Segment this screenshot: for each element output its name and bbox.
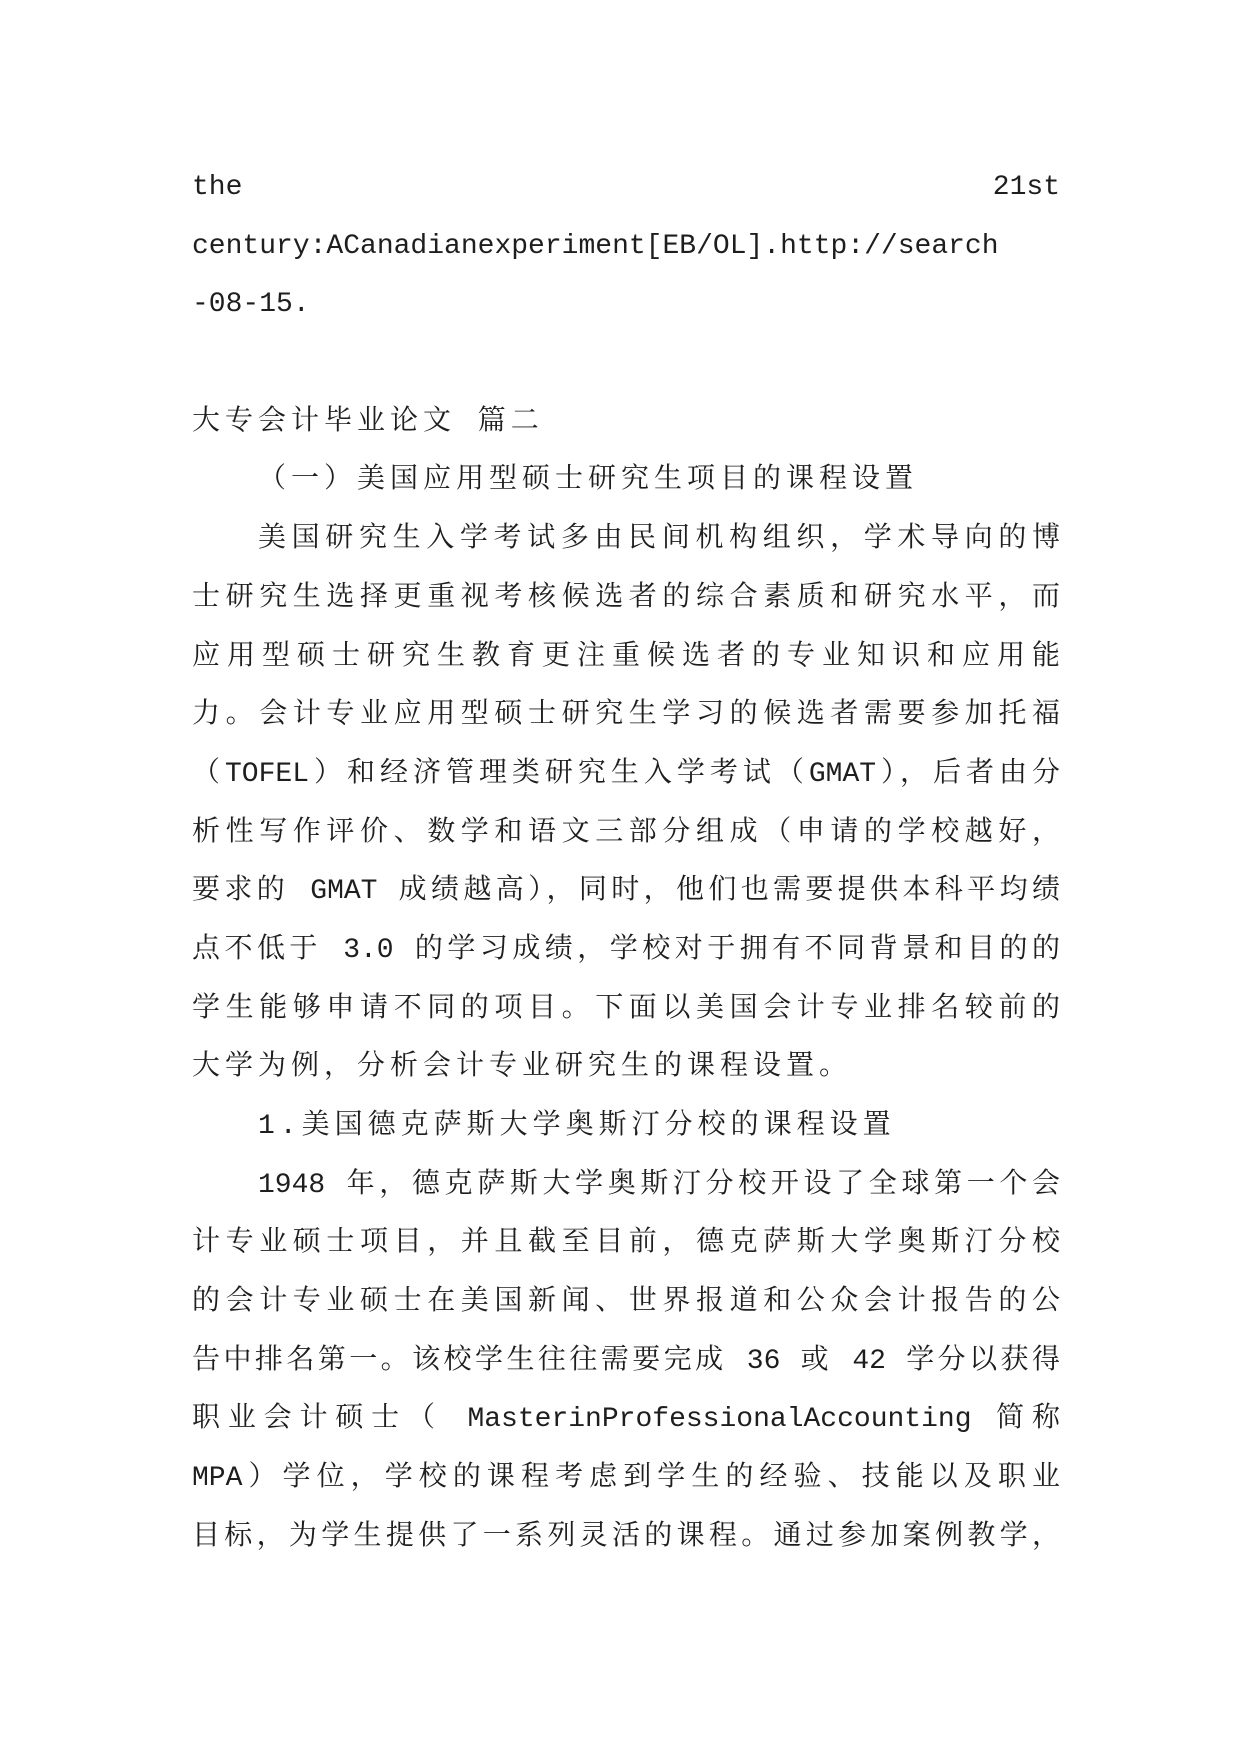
paragraph-line: 美国研究生入学考试多由民间机构组织，学术导向的博 — [258, 524, 1060, 556]
paragraph-line: 应用型硕士研究生教育更注重候选者的专业知识和应用能 — [192, 641, 1060, 673]
paragraph-line: 大学为例，分析会计专业研究生的课程设置。 — [192, 1052, 853, 1084]
paragraph-line: 目标，为学生提供了一系列灵活的课程。通过参加案例教学， — [192, 1521, 1060, 1553]
section-heading: 大专会计毕业论文 篇二 — [192, 406, 544, 438]
text-column — [192, 159, 1060, 1568]
blank-line — [192, 335, 1060, 394]
paragraph-line: 士研究生选择更重视考核候选者的综合素质和研究水平，而 — [192, 582, 1060, 614]
subsection-title: 1.美国德克萨斯大学奥斯汀分校的课程设置 — [258, 1111, 896, 1142]
paragraph-line: 告中排名第一。该校学生往往需要完成 36 或 42 学分以获得 — [192, 1345, 1060, 1377]
reference-line: -08-15. — [192, 289, 310, 321]
paragraph-line: 析性写作评价、数学和语文三部分组成（申请的学校越好， — [192, 817, 1060, 849]
paragraph-line: MPA）学位，学校的课程考虑到学生的经验、技能以及职业 — [192, 1463, 1060, 1495]
paragraph-line: 力。会计专业应用型硕士研究生学习的候选者需要参加托福 — [192, 700, 1060, 732]
paragraph-line: 计专业硕士项目，并且截至目前，德克萨斯大学奥斯汀分校 — [192, 1228, 1060, 1260]
subheading: （一）美国应用型硕士研究生项目的课程设置 — [258, 465, 919, 497]
paragraph-line: 要求的 GMAT 成绩越高），同时，他们也需要提供本科平均绩 — [192, 876, 1060, 908]
paragraph-line: 1948 年，德克萨斯大学奥斯汀分校开设了全球第一个会 — [258, 1169, 1060, 1201]
paragraph-line: 职业会计硕士（ MasterinProfessionalAccounting 简称 — [192, 1404, 1060, 1436]
reference-line: the 21st — [192, 172, 1060, 203]
paragraph-line: （TOFEL）和经济管理类研究生入学考试（GMAT），后者由分 — [192, 758, 1060, 790]
paragraph-line: 的会计专业硕士在美国新闻、世界报道和公众会计报告的公 — [192, 1287, 1060, 1319]
paragraph-line: 学生能够申请不同的项目。下面以美国会计专业排名较前的 — [192, 993, 1060, 1025]
paragraph-line: 点不低于 3.0 的学习成绩，学校对于拥有不同背景和目的的 — [192, 934, 1060, 966]
reference-line: century:ACanadianexperiment[EB/OL].http://search — [192, 230, 999, 262]
